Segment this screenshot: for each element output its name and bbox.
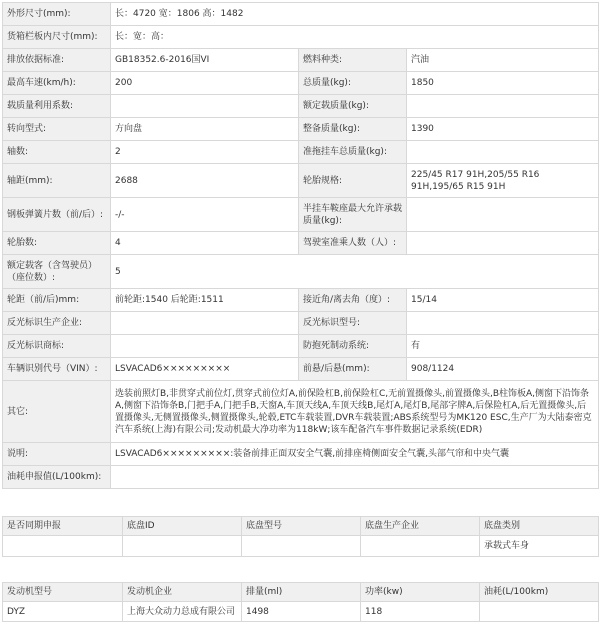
- spec-label: 整备质量(kg):: [299, 118, 407, 141]
- spec-label: 其它:: [3, 381, 111, 443]
- spec-value: [407, 141, 599, 164]
- engine-header-cell: 油耗(L/100km): [480, 583, 599, 602]
- chassis-cell: [361, 536, 480, 557]
- spec-label: 额定载客（含驾驶员）（座位数）:: [3, 255, 111, 289]
- spec-label: 半挂车鞍座最大允许承载质量(kg):: [299, 198, 407, 232]
- spec-value: [111, 312, 299, 335]
- spec-value: 1850: [407, 72, 599, 95]
- spec-value: [407, 232, 599, 255]
- spec-value: 方向盘: [111, 118, 299, 141]
- spec-row: [3, 466, 599, 489]
- spec-label: 说明:: [3, 443, 111, 466]
- spec-label: 轮胎规格:: [299, 164, 407, 198]
- spec-label: 反光标识商标:: [3, 335, 111, 358]
- engine-cell: DYZ: [3, 602, 123, 622]
- chassis-header-cell: 底盘ID: [123, 517, 242, 536]
- spec-label: 接近角/离去角（度）:: [299, 289, 407, 312]
- spec-label: 排放依据标准:: [3, 49, 111, 72]
- spec-row: [3, 141, 599, 164]
- spec-label: 轮距（前/后)mm:: [3, 289, 111, 312]
- spec-value: 225/45 R17 91H,205/55 R16 91H,195/65 R15 91H: [407, 164, 599, 198]
- chassis-header-cell: 底盘生产企业: [361, 517, 480, 536]
- chassis-header-cell: 底盘类别: [480, 517, 599, 536]
- spec-row: [3, 26, 599, 49]
- spec-label: 转向型式:: [3, 118, 111, 141]
- spec-row: [3, 381, 599, 443]
- engine-header-row: [3, 583, 599, 602]
- spec-value: 长：宽：高：: [111, 26, 599, 49]
- engine-header-cell: 排量(ml): [242, 583, 361, 602]
- spec-row: [3, 72, 599, 95]
- spec-value: 2: [111, 141, 299, 164]
- spec-label: 载质量利用系数:: [3, 95, 111, 118]
- spec-value: [111, 335, 299, 358]
- spec-value: LSVACAD6×××××××××: [111, 358, 299, 381]
- spec-value: 5: [111, 255, 599, 289]
- chassis-cell: [123, 536, 242, 557]
- spec-value: 200: [111, 72, 299, 95]
- spec-row: [3, 198, 599, 232]
- chassis-data-row: [3, 536, 599, 557]
- spec-row: [3, 164, 599, 198]
- spec-label: 前悬/后悬(mm):: [299, 358, 407, 381]
- spec-row: [3, 312, 599, 335]
- spec-row: [3, 232, 599, 255]
- spec-value: GB18352.6-2016国VI: [111, 49, 299, 72]
- spec-row: [3, 118, 599, 141]
- spec-label: 准拖挂车总质量(kg):: [299, 141, 407, 164]
- spec-label: 防抱死制动系统:: [299, 335, 407, 358]
- spec-row: [3, 443, 599, 466]
- engine-header-cell: 发动机企业: [123, 583, 242, 602]
- engine-cell: 1498: [242, 602, 361, 622]
- chassis-header-cell: 是否同期申报: [3, 517, 123, 536]
- spec-value: [407, 312, 599, 335]
- engine-header-cell: 发动机型号: [3, 583, 123, 602]
- spec-value: 有: [407, 335, 599, 358]
- chassis-table: [2, 516, 599, 557]
- spec-label: 驾驶室准乘人数（人）:: [299, 232, 407, 255]
- spec-value: -/-: [111, 198, 299, 232]
- spec-row: [3, 289, 599, 312]
- chassis-cell: [242, 536, 361, 557]
- chassis-header-cell: 底盘型号: [242, 517, 361, 536]
- spec-label: 轴距(mm):: [3, 164, 111, 198]
- spec-row: [3, 358, 599, 381]
- spec-row: [3, 95, 599, 118]
- spec-label: 轴数:: [3, 141, 111, 164]
- engine-cell: 118: [361, 602, 480, 622]
- spec-row: [3, 49, 599, 72]
- engine-header-cell: 功率(kw): [361, 583, 480, 602]
- spec-value: 长：4720 宽：1806 高：1482: [111, 3, 599, 26]
- spec-value: [407, 95, 599, 118]
- spec-label: 轮胎数:: [3, 232, 111, 255]
- engine-cell: 上海大众动力总成有限公司: [123, 602, 242, 622]
- spec-label: 反光标识生产企业:: [3, 312, 111, 335]
- spec-value: 选装前照灯B,非贯穿式前位灯,贯穿式前位灯A,前保险杠B,前保险杠C,无前置摄像头,前置摄像头,B柱饰板A,侧窗下沿饰条A,侧窗下沿饰条B,门把手A,门把手B,天窗A,车顶天线A,车顶天线B,尾灯A,尾灯B,尾部字牌A,后保险杠A,后无置摄像头,后置摄像头,无侧置摄像头,侧置摄像头,轮毂,ETC车载装置,DVR车载装置;ABS系统型号为MK120 ESC,生产厂为大陆泰密克汽车系统(上海)有限公司;发动机最大净功率为118kW;该车配备汽车事件数据记录系统(EDR): [111, 381, 599, 443]
- spec-value: 1390: [407, 118, 599, 141]
- spec-label: 反光标识型号:: [299, 312, 407, 335]
- spec-label: 燃料种类:: [299, 49, 407, 72]
- spec-row: [3, 3, 599, 26]
- spec-label: 钢板弹簧片数（前/后）:: [3, 198, 111, 232]
- engine-cell: [480, 602, 599, 622]
- spec-value: 908/1124: [407, 358, 599, 381]
- spec-value: LSVACAD6×××××××××:装备前排正面双安全气囊,前排座椅侧面安全气囊,头部气帘和中央气囊: [111, 443, 599, 466]
- spec-label: 外形尺寸(mm):: [3, 3, 111, 26]
- spec-label: 油耗申报值(L/100km):: [3, 466, 111, 489]
- spec-label: 总质量(kg):: [299, 72, 407, 95]
- spec-value: 前轮距:1540 后轮距:1511: [111, 289, 299, 312]
- chassis-header-row: [3, 517, 599, 536]
- spec-label: 车辆识别代号（VIN）:: [3, 358, 111, 381]
- spec-value: [111, 466, 599, 489]
- spec-label: 最高车速(km/h):: [3, 72, 111, 95]
- spec-value: 汽油: [407, 49, 599, 72]
- spec-row: [3, 335, 599, 358]
- spec-value: 15/14: [407, 289, 599, 312]
- spec-row: [3, 255, 599, 289]
- spec-value: 2688: [111, 164, 299, 198]
- main-spec-table: [2, 2, 599, 489]
- engine-table: [2, 582, 599, 622]
- engine-data-row: [3, 602, 599, 622]
- spec-value: [407, 198, 599, 232]
- spec-value: 4: [111, 232, 299, 255]
- spec-label: 额定载质量(kg):: [299, 95, 407, 118]
- chassis-cell: [3, 536, 123, 557]
- chassis-cell: 承载式车身: [480, 536, 599, 557]
- spec-value: [111, 95, 299, 118]
- spec-label: 货箱栏板内尺寸(mm):: [3, 26, 111, 49]
